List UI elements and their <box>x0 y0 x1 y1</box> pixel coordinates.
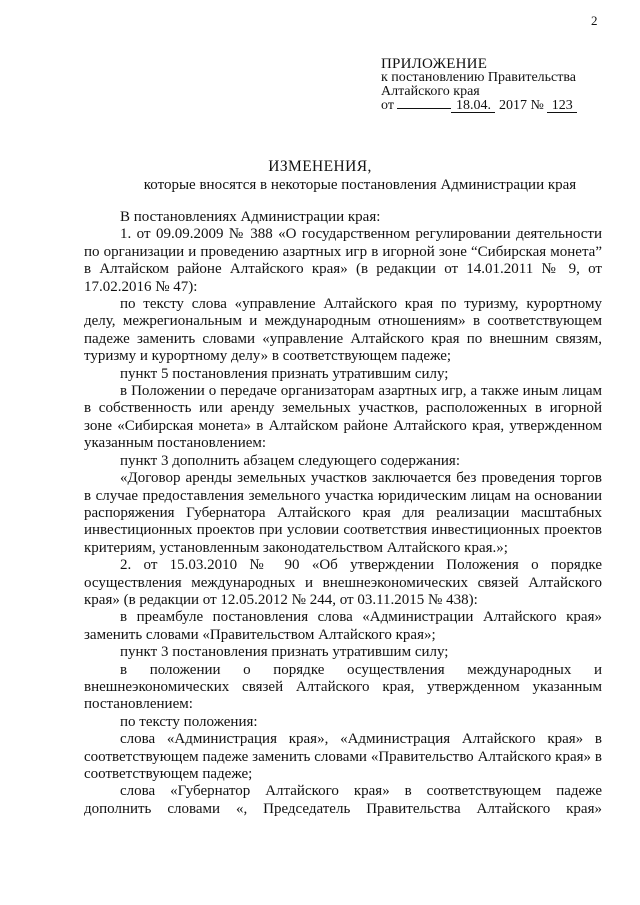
year-text: 2017 № <box>498 98 544 113</box>
paragraph: 1. от 09.09.2009 № 388 «О государственном регулировании деятельности по организации и проведению азартных игр в игорной зоне “Сибирская монета” в Алтайском районе Алтайского края» (в редакции от 14.01.2011 № 9, от 17.02.2016 № 47): <box>84 226 602 295</box>
paragraph: «Договор аренды земельных участков заключается без проведения торгов в случае предоставления земельного участка юридическим лицам на основании распоряжения Губернатора Алтайского края для реализации масштабных инвестиционных проектов при условии соответствия инвестиционных проектов критериям, установленным законодательством Алтайского края.»; <box>84 470 602 556</box>
date-prefix: от <box>381 98 394 113</box>
appendix-line-1: к постановлению Правительства <box>381 70 577 85</box>
number-value: 123 <box>547 100 577 113</box>
paragraph: в преамбуле постановления слова «Администрации Алтайского края» заменить словами «Правительством Алтайского края»; <box>84 609 602 643</box>
paragraph: по тексту слова «управление Алтайского края по туризму, курортному делу, межрегиональным и международным отношениям» в соответствующем падеже заменить словами «управление Алтайского края по внешним связям, туризму и курортному делу» в соответствующем падеже; <box>84 296 602 365</box>
date-blank <box>397 108 451 109</box>
paragraph: пункт 5 постановления признать утратившим силу; <box>120 365 449 382</box>
appendix-line-2: Алтайского края <box>381 84 480 99</box>
paragraph: пункт 3 дополнить абзацем следующего содержания: <box>120 452 460 469</box>
paragraph: в Положении о передаче организаторам азартных игр, а также иным лицам в собственность или аренду земельных участков, расположенных в игорной зоне «Сибирская монета» в Алтайском районе Алтайского края, утвержденном указанным постановлением: <box>84 383 602 452</box>
paragraph: В постановлениях Администрации края: <box>120 209 381 225</box>
appendix-title: ПРИЛОЖЕНИЕ <box>381 56 488 72</box>
paragraph: в положении о порядке осуществления международных и внешнеэкономических связей Алтайского края, утвержденном указанным постановлением: <box>84 661 602 713</box>
document-subtitle: которые вносятся в некоторые постановления Администрации края <box>143 177 577 193</box>
paragraph: слова «Администрация края», «Администрация Алтайского края» в соответствующем падеже заменить словами «Правительство Алтайского края» в соответствующем падеже; <box>84 731 602 782</box>
document-body <box>84 209 602 818</box>
paragraph: слова «Губернатор Алтайского края» в соответствующем падеже дополнить словами «, Председатель Правительства Алтайского края» <box>84 783 602 817</box>
paragraph: 2. от 15.03.2010 № 90 «Об утверждении Положения о порядке осуществления международных и внешнеэкономических связей Алтайского края» (в редакции от 12.05.2012 № 244, от 03.11.2015 № 438): <box>84 557 602 608</box>
appendix-date-line <box>381 99 631 113</box>
paragraph: пункт 3 постановления признать утратившим силу; <box>120 644 449 661</box>
page-number: 2 <box>591 13 598 28</box>
appendix-header <box>381 57 631 113</box>
date-value: 18.04. <box>451 100 495 113</box>
document-title: ИЗМЕНЕНИЯ, <box>268 158 372 175</box>
paragraph: по тексту положения: <box>120 713 258 730</box>
